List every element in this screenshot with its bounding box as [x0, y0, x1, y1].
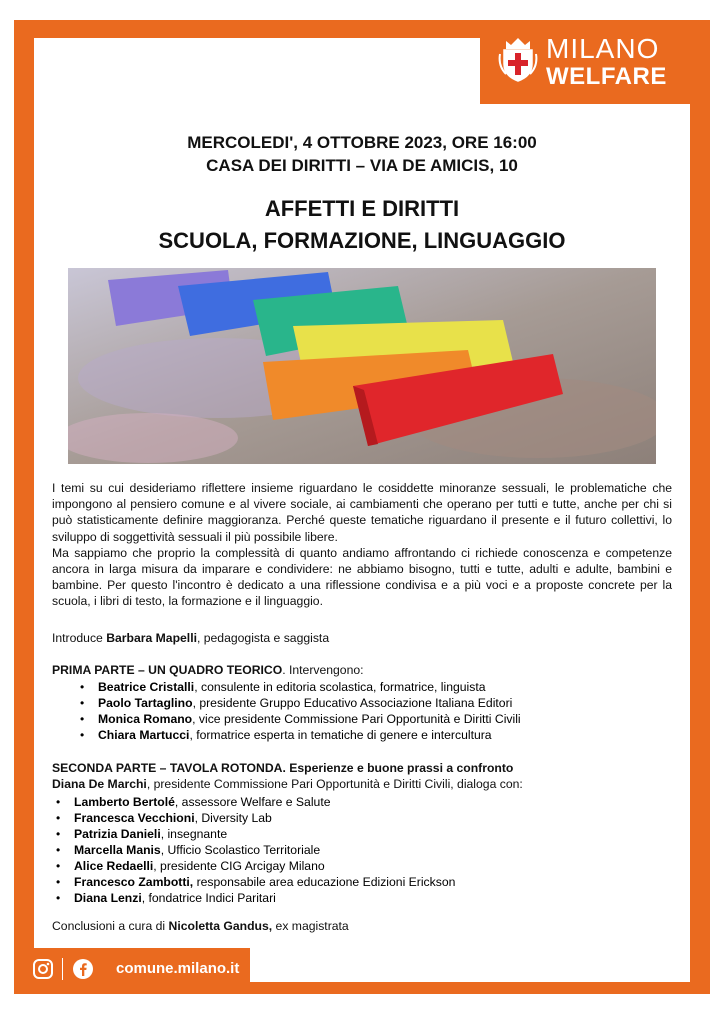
event-date: MERCOLEDI', 4 OTTOBRE 2023, ORE 16:00 [187, 133, 537, 152]
list-item: • Chiara Martucci, formatrice esperta in tematiche di genere e intercultura [76, 727, 521, 743]
part2-heading: SECONDA PARTE – TAVOLA ROTONDA. Esperienze e buone prassi a confronto [52, 761, 514, 775]
instagram-icon[interactable] [32, 958, 54, 980]
event-title: AFFETTI E DIRITTI [264, 196, 460, 221]
event-location: CASA DEI DIRITTI – VIA DE AMICIS, 10 [206, 156, 518, 175]
list-item: • Francesco Zambotti, responsabile area educazione Edizioni Erickson [52, 874, 455, 890]
introducer-line: Introduce Barbara Mapelli, pedagogista e saggista [52, 631, 330, 645]
brand-name-milano: MILANO [546, 33, 660, 64]
list-item: • Patrizia Danieli, insegnante [52, 826, 455, 842]
list-item: • Francesca Vecchioni, Diversity Lab [52, 810, 455, 826]
brand-name-welfare: WELFARE [546, 63, 667, 90]
footer-divider [62, 958, 63, 980]
introducer-name: Barbara Mapelli [106, 631, 197, 645]
facebook-icon[interactable] [72, 958, 94, 980]
list-item: • Lamberto Bertolé, assessore Welfare e Salute [52, 794, 455, 810]
moderator-name: Diana De Marchi [52, 777, 147, 791]
moderator-line: Diana De Marchi, presidente Commissione Pari Opportunità e Diritti Civili, dialoga con: [52, 777, 523, 791]
conclusion-name: Nicoletta Gandus, [168, 919, 273, 933]
list-item: • Paolo Tartaglino, presidente Gruppo Educativo Associazione Italiana Editori [76, 695, 521, 711]
part1-speakers-list [76, 679, 521, 743]
conclusion-line: Conclusioni a cura di Nicoletta Gandus, ex magistrata [52, 919, 349, 933]
intro-paragraph: Ma sappiamo che proprio la complessità di quanto andiamo affrontando ci richiede conoscenza e competenze ancora in larga misura da imparare e condividere: ne abbiamo bisogno, tutti e tutte, adulti e adulte, bambini e bambine. Per questo l'incontro è dedicato a una riflessione condivisa e a più voci e a proposte concrete per la scuola, i libri di testo, la formazione e il linguaggio. [52, 545, 672, 609]
list-item: • Alice Redaelli, presidente CIG Arcigay Milano [52, 858, 455, 874]
chalk-sticks-photo [68, 268, 656, 464]
milano-crest-icon [498, 36, 538, 82]
list-item: • Beatrice Cristalli, consulente in editoria scolastica, formatrice, linguista [76, 679, 521, 695]
intro-text [52, 480, 672, 610]
part2-speakers-list [52, 794, 455, 906]
list-item: • Marcella Manis, Ufficio Scolastico Territoriale [52, 842, 455, 858]
part1-heading: PRIMA PARTE – UN QUADRO TEORICO. Intervengono: [52, 663, 364, 677]
intro-paragraph: I temi su cui desideriamo riflettere insieme riguardano le cosiddette minoranze sessuali, le problematiche che impongono al pensiero comune e al vivere sociale, ai cambiamenti che operano per tutti e tutte, anche per chi si può statisticamente definire maggioranza. Perché queste tematiche riguardano il presente e il futuro collettivi, lo sviluppo di soggettività sessuali il più possibile libere. [52, 481, 672, 544]
event-subtitle: SCUOLA, FORMAZIONE, LINGUAGGIO [158, 228, 566, 253]
list-item: • Diana Lenzi, fondatrice Indici Paritari [52, 890, 455, 906]
list-item: • Monica Romano, vice presidente Commissione Pari Opportunità e Diritti Civili [76, 711, 521, 727]
website-link[interactable]: comune.milano.it [116, 960, 240, 977]
